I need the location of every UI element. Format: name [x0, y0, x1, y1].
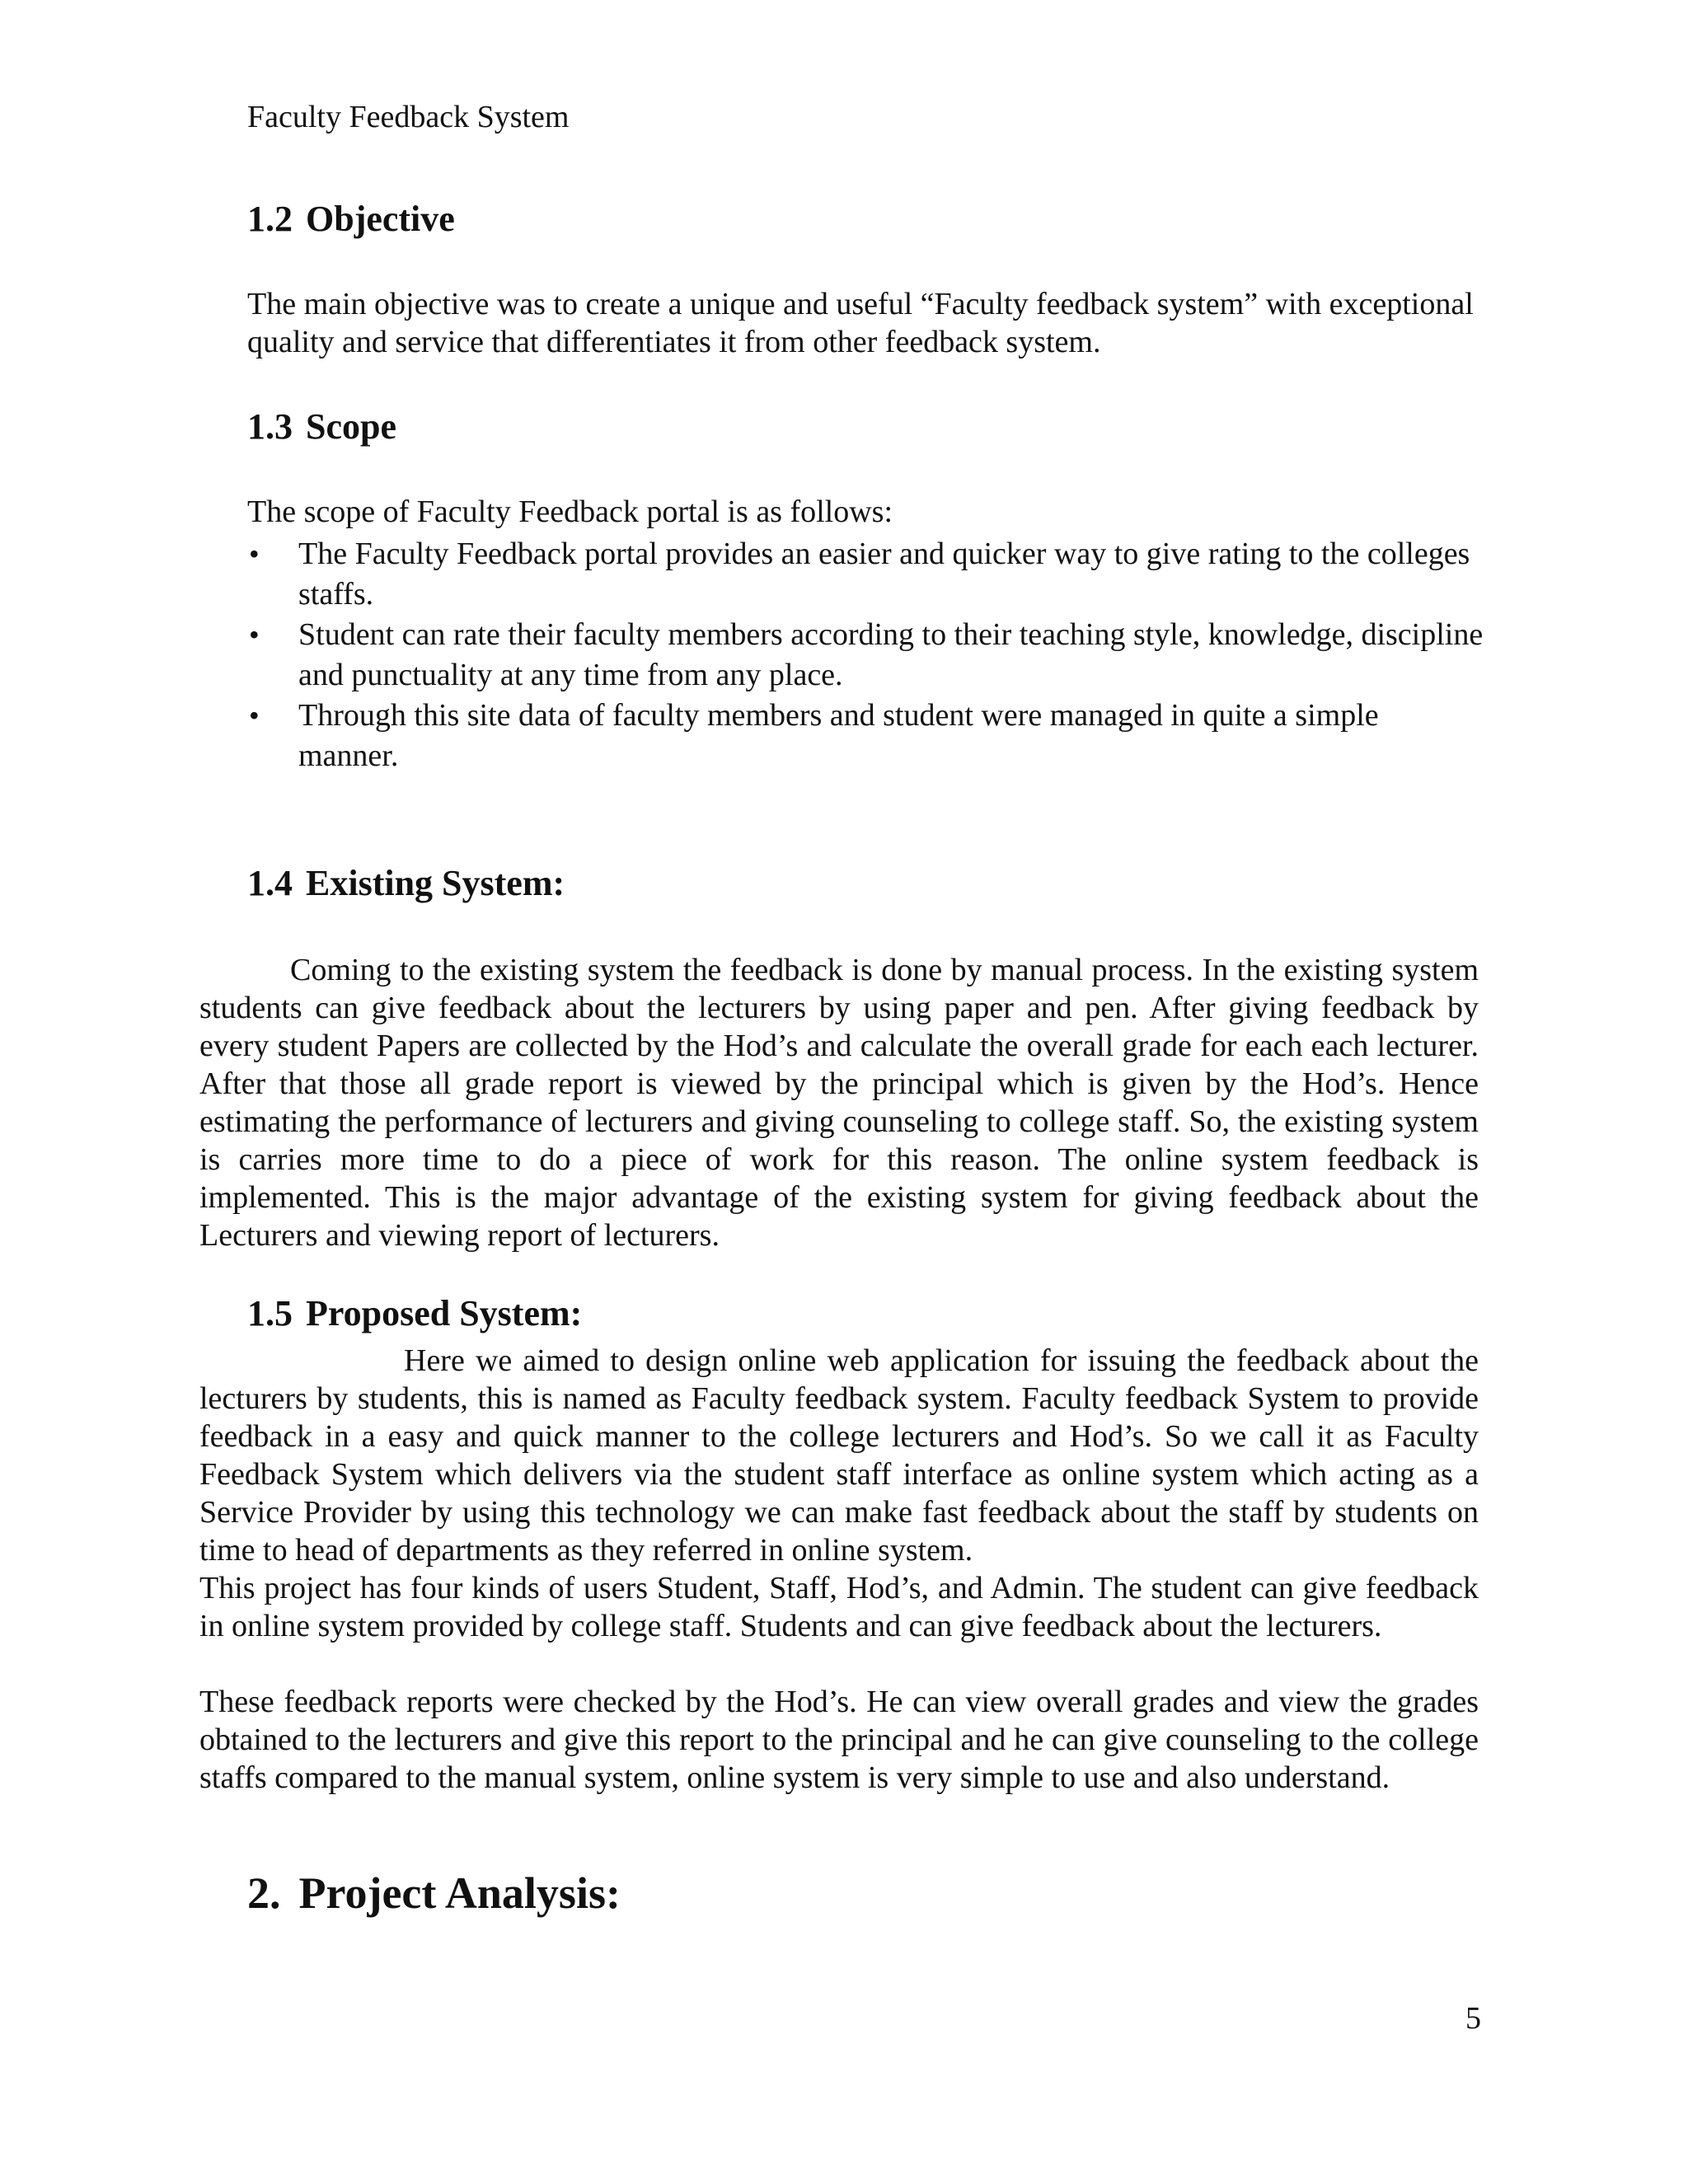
- heading-scope: [247, 404, 396, 450]
- section-title: Scope: [306, 406, 396, 447]
- heading-proposed-system: [247, 1291, 582, 1337]
- list-item: [247, 615, 1484, 696]
- heading-objective: [247, 196, 455, 242]
- section-number: 1.4: [247, 863, 293, 903]
- section-number: 1.3: [247, 406, 293, 447]
- heading-existing-system: [247, 860, 565, 907]
- bullet-icon: •: [249, 699, 260, 732]
- bullet-icon: •: [249, 618, 260, 651]
- list-item-text: Through this site data of faculty members and student were managed in quite a simple manner.: [298, 698, 1379, 773]
- chapter-number: 2.: [247, 1868, 281, 1918]
- proposed-system-paragraph-2: This project has four kinds of users Student, Staff, Hod’s, and Admin. The student can give feedback in online system provided by college staff. Students and can give feedback about the lecturers.: [199, 1571, 1479, 1643]
- list-item: [247, 696, 1484, 776]
- list-item-text: The Faculty Feedback portal provides an easier and quicker way to give rating to the colleges staffs.: [298, 537, 1470, 612]
- section-title: Existing System:: [306, 863, 565, 903]
- proposed-system-text: Here we aimed to design online web application for issuing the feedback about the lecturers by students, this is named as Faculty feedback system. Faculty feedback System to provide feedback in a easy and quick manner to the college lecturers and Hod’s. So we call it as Faculty Feedback System which delivers via the student staff interface as online system which acting as a Service Provider by using this technology we can make fast feedback about the staff by students on time to head of departments as they referred in online system.: [199, 1343, 1479, 1568]
- chapter-title: Project Analysis:: [298, 1868, 621, 1918]
- objective-paragraph: The main objective was to create a unique and useful “Faculty feedback system” with exceptional quality and service that differentiates it from other feedback system.: [247, 287, 1474, 359]
- section-number: 1.2: [247, 199, 293, 239]
- proposed-system-paragraph-3: These feedback reports were checked by the Hod’s. He can view overall grades and view the grades obtained to the lecturers and give this report to the principal and he can give counseling to the college staffs compared to the manual system, online system is very simple to use and also understand.: [199, 1685, 1479, 1795]
- list-item-text: Student can rate their faculty members according to their teaching style, knowledge, discipline and punctuality at any time from any place.: [298, 617, 1484, 692]
- page-number: 5: [1465, 2001, 1481, 2036]
- section-number: 1.5: [247, 1293, 293, 1333]
- bullet-icon: •: [249, 537, 260, 570]
- list-item: [247, 534, 1484, 615]
- section-title: Proposed System:: [306, 1293, 583, 1333]
- existing-system-text: Coming to the existing system the feedback is done by manual process. In the existing system students can give feedback about the lecturers by using paper and pen. After giving feedback by every student Papers are collected by the Hod’s and calculate the overall grade for each each lecturer. After that those all grade report is viewed by the principal which is given by the Hod’s. Hence estimating the performance of lecturers and giving counseling to college staff. So, the existing system is carries more time to do a piece of work for this reason. The online system feedback is implemented. This is the major advantage of the existing system for giving feedback about the Lecturers and viewing report of lecturers.: [199, 953, 1479, 1253]
- scope-intro: The scope of Faculty Feedback portal is as follows:: [247, 494, 893, 529]
- scope-bullet-list: [247, 534, 1484, 776]
- section-title: Objective: [306, 199, 455, 239]
- running-header: Faculty Feedback System: [247, 100, 570, 134]
- heading-project-analysis: [247, 1866, 621, 1920]
- proposed-system-paragraph-1: [199, 1342, 1479, 1569]
- existing-system-paragraph: [199, 951, 1479, 1254]
